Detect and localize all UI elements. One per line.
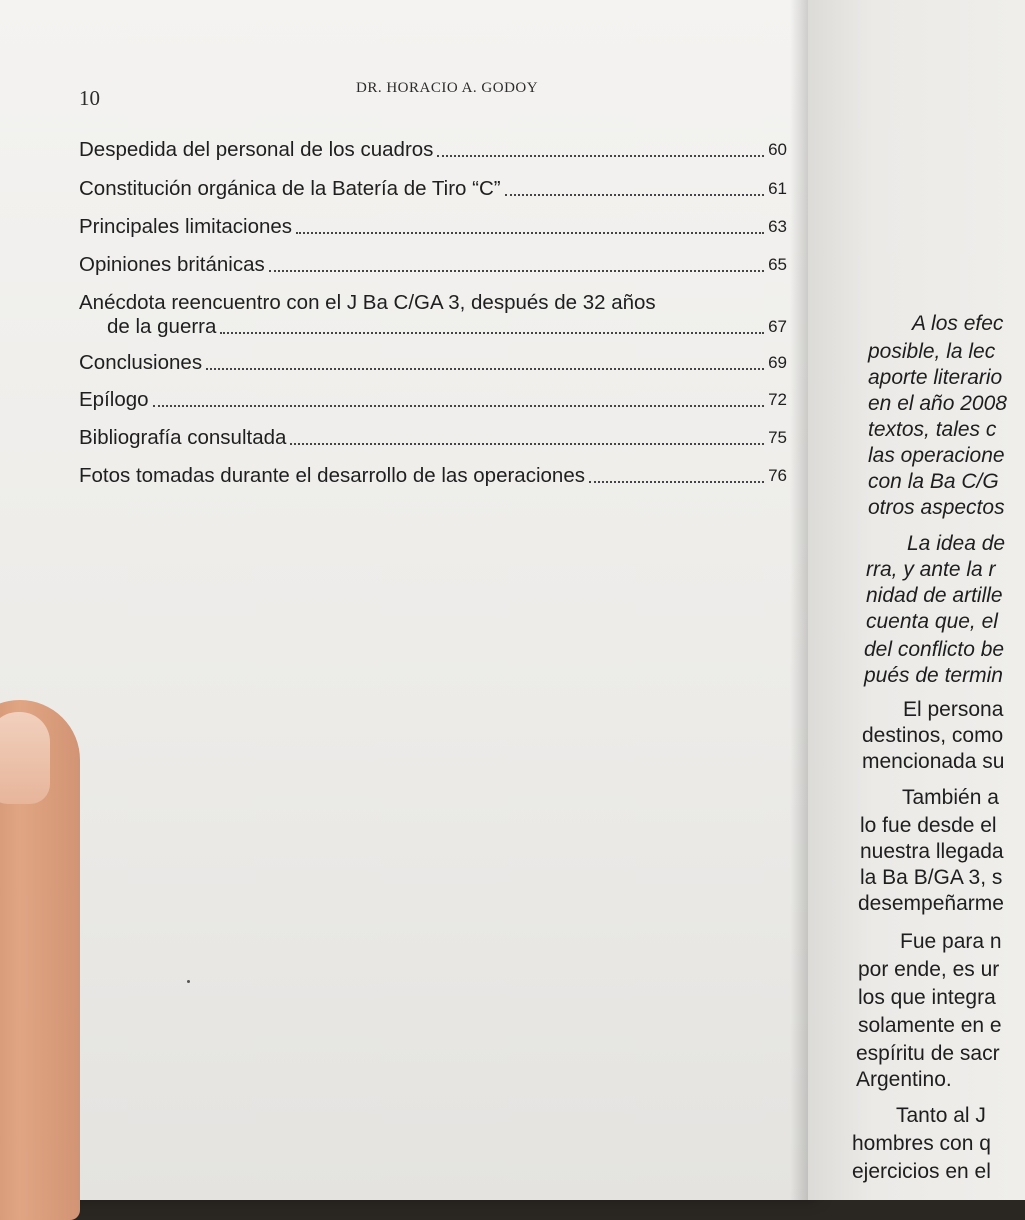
- toc-leader-dots: [220, 331, 764, 334]
- right-page-line: las operacione: [868, 444, 1005, 467]
- toc-entry-page: 60: [768, 140, 787, 159]
- toc-entry-title: Principales limitaciones: [79, 215, 293, 238]
- right-page-line: Argentino.: [856, 1068, 952, 1091]
- toc-entry-title: Constitución orgánica de la Batería de Tiro “C”: [79, 177, 501, 200]
- right-page-line: mencionada su: [862, 750, 1005, 773]
- toc-leader-dots: [505, 193, 764, 196]
- right-page-line: solamente en e: [858, 1014, 1002, 1037]
- right-page-line: desempeñarme: [858, 892, 1004, 915]
- right-page-line: textos, tales c: [868, 418, 997, 441]
- toc-entry-title: Fotos tomadas durante el desarrollo de las operaciones: [79, 464, 585, 487]
- toc-entry: [79, 253, 787, 277]
- toc-entry-multiline: [79, 291, 787, 339]
- table-of-contents: [79, 138, 787, 488]
- right-page-line: los que integra: [858, 986, 996, 1009]
- toc-entry-page: 72: [768, 390, 787, 409]
- right-page-line: cuenta que, el: [866, 610, 998, 633]
- right-page-line: A los efec: [912, 312, 1004, 335]
- right-page-line: ejercicios en el: [852, 1160, 991, 1183]
- toc-leader-dots: [589, 480, 764, 483]
- toc-entry: [79, 351, 787, 375]
- toc-entry-title: Conclusiones: [79, 351, 203, 374]
- toc-entry: [79, 138, 787, 162]
- toc-leader-dots: [290, 442, 764, 445]
- toc-entry-title: Bibliografía consultada: [79, 426, 287, 449]
- right-page-line: con la Ba C/G: [868, 470, 999, 493]
- right-page-line: lo fue desde el: [860, 814, 997, 837]
- toc-leader-dots: [296, 231, 764, 234]
- toc-entry-title: Despedida del personal de los cuadros: [79, 138, 434, 161]
- toc-entry-page: 76: [768, 466, 787, 485]
- right-page-line: posible, la lec: [868, 340, 996, 363]
- toc-entry-page: 63: [768, 217, 787, 236]
- right-page-line: destinos, como: [862, 724, 1004, 747]
- right-page-line: del conflicto be: [864, 638, 1005, 661]
- toc-leader-dots: [153, 404, 765, 407]
- right-page-line: hombres con q: [852, 1132, 991, 1155]
- right-page-line: en el año 2008: [868, 392, 1007, 415]
- toc-leader-dots: [206, 367, 764, 370]
- right-page-line: otros aspectos: [868, 496, 1005, 519]
- toc-entry-page: 69: [768, 353, 787, 372]
- toc-entry: [79, 464, 787, 488]
- toc-entry: [79, 215, 787, 239]
- toc-entry-title: Opiniones británicas: [79, 253, 265, 276]
- right-page-line: La idea de: [907, 532, 1006, 555]
- running-head: DR. HORACIO A. GODOY: [356, 80, 539, 96]
- toc-entry: [79, 426, 787, 450]
- page-number: 10: [79, 86, 100, 110]
- toc-entry-title-line2: de la guerra: [107, 315, 217, 338]
- right-page-line: por ende, es ur: [858, 958, 1000, 981]
- toc-entry-title: Epílogo: [79, 388, 149, 411]
- toc-entry: [79, 388, 787, 412]
- ink-speck: [187, 980, 190, 983]
- right-page-line: También a: [902, 786, 999, 809]
- right-page-line: rra, y ante la r: [866, 558, 996, 581]
- toc-leader-dots: [437, 154, 764, 157]
- right-page-line: pués de termin: [864, 664, 1003, 687]
- right-page-line: espíritu de sacr: [856, 1042, 1000, 1065]
- toc-entry-page: 67: [768, 317, 787, 336]
- right-page-line: Tanto al J: [896, 1104, 986, 1127]
- thumbnail: [0, 712, 50, 804]
- toc-entry-page: 65: [768, 255, 787, 274]
- right-page-line: nidad de artille: [866, 584, 1003, 607]
- toc-entry-title-line1: Anécdota reencuentro con el J Ba C/GA 3, después de 32 años: [79, 291, 656, 314]
- toc-leader-dots: [269, 269, 764, 272]
- right-page-line: nuestra llegada: [860, 840, 1004, 863]
- right-page-line: El persona: [903, 698, 1004, 721]
- toc-entry: [79, 177, 787, 201]
- toc-entry-page: 75: [768, 428, 787, 447]
- right-page-line: Fue para n: [900, 930, 1002, 953]
- right-page-line: aporte literario: [868, 366, 1003, 389]
- right-page-line: la Ba B/GA 3, s: [860, 866, 1003, 889]
- toc-entry: [79, 315, 787, 339]
- toc-entry-page: 61: [768, 179, 787, 198]
